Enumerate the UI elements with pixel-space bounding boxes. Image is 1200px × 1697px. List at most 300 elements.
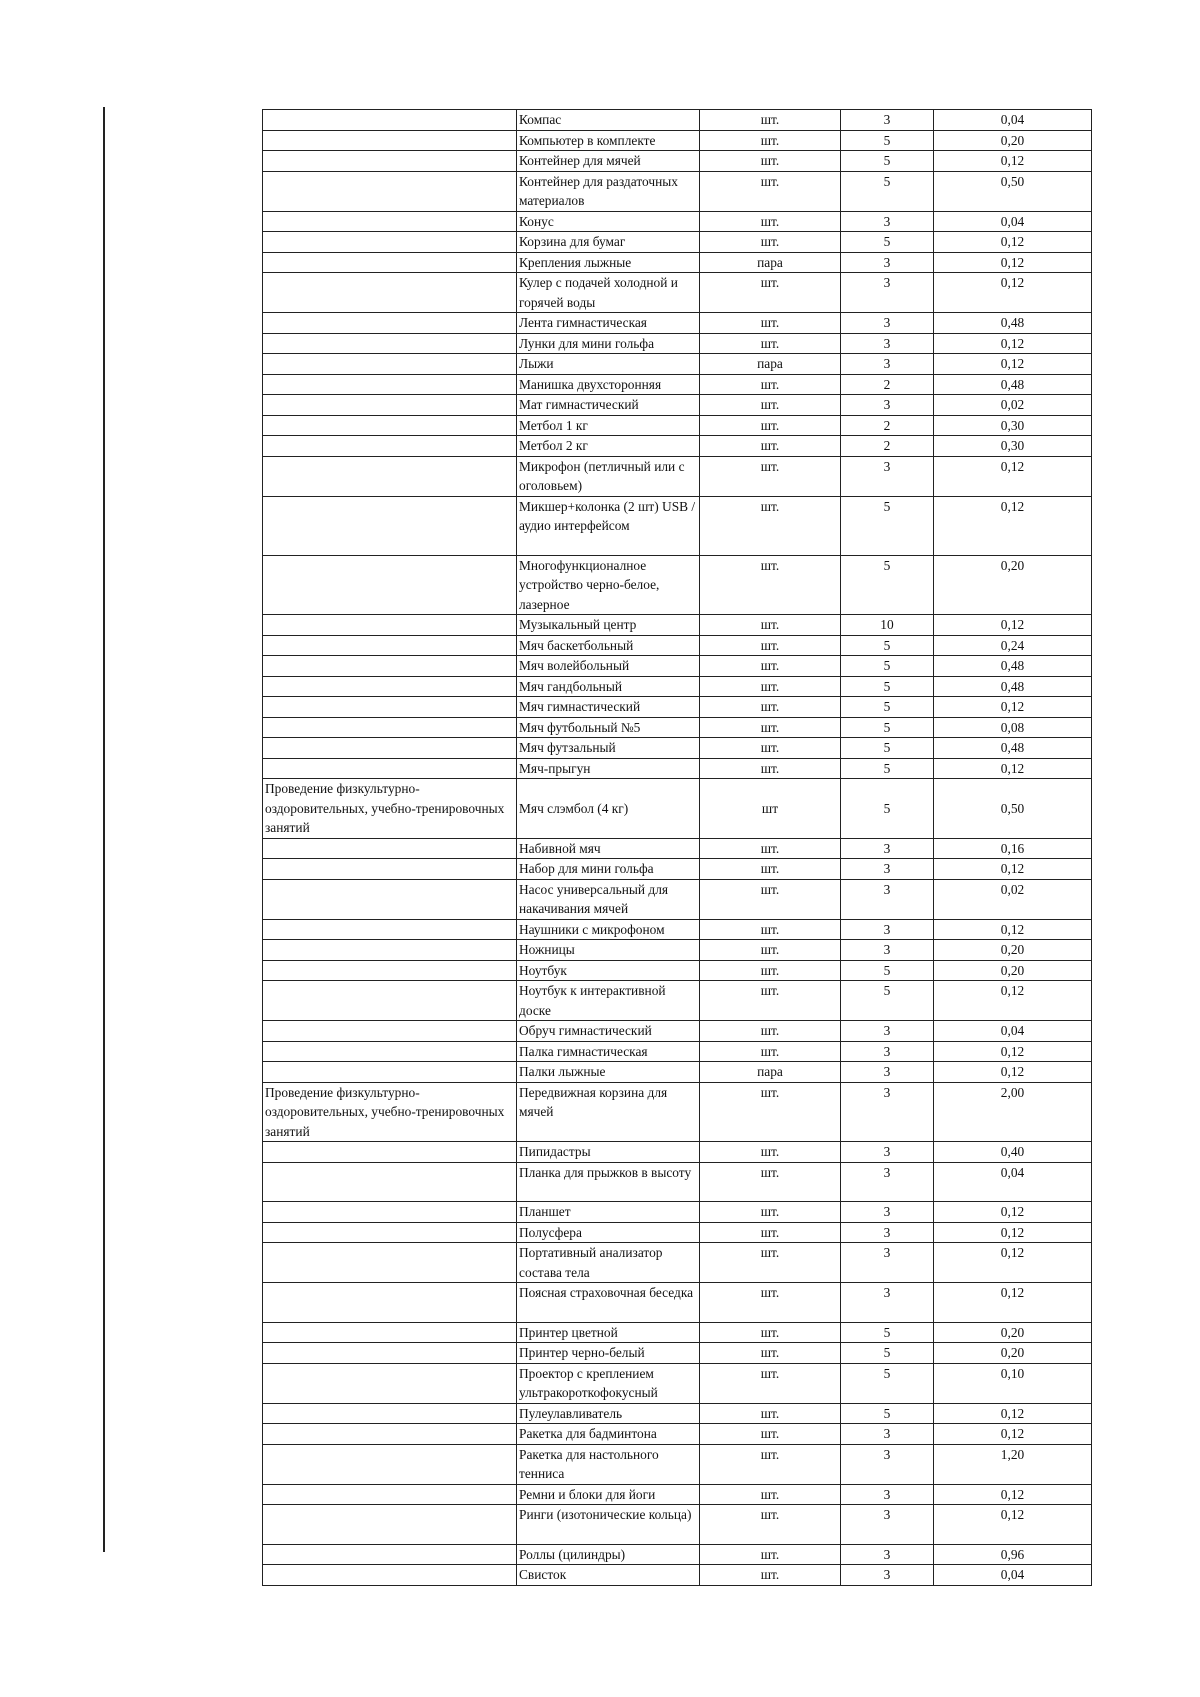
purpose-cell xyxy=(263,313,517,334)
item-name-cell: Роллы (цилиндры) xyxy=(517,1544,700,1565)
norm-cell: 0,12 xyxy=(934,252,1092,273)
norm-cell: 0,04 xyxy=(934,211,1092,232)
purpose-cell xyxy=(263,1544,517,1565)
table-row xyxy=(263,1343,1092,1364)
unit-cell: шт. xyxy=(700,738,841,759)
item-name-cell: Корзина для бумаг xyxy=(517,232,700,253)
table-row xyxy=(263,1142,1092,1163)
norm-cell: 0,12 xyxy=(934,273,1092,313)
purpose-cell xyxy=(263,171,517,211)
unit-cell: пара xyxy=(700,1062,841,1083)
item-name-cell: Микшер+колонка (2 шт) USB / аудио интерфейсом xyxy=(517,496,700,555)
norm-cell: 0,20 xyxy=(934,130,1092,151)
quantity-cell: 5 xyxy=(841,779,934,839)
item-name-cell: Наушники с микрофоном xyxy=(517,919,700,940)
item-name-cell: Микрофон (петличный или с оголовьем) xyxy=(517,456,700,496)
item-name-cell: Обруч гимнастический xyxy=(517,1021,700,1042)
norm-cell: 0,04 xyxy=(934,1565,1092,1586)
quantity-cell: 5 xyxy=(841,151,934,172)
table-row xyxy=(263,1484,1092,1505)
table-row xyxy=(263,859,1092,880)
quantity-cell: 5 xyxy=(841,496,934,555)
unit-cell: шт. xyxy=(700,1041,841,1062)
quantity-cell: 5 xyxy=(841,676,934,697)
page-margin-line xyxy=(103,107,105,1552)
table-row xyxy=(263,1243,1092,1283)
norm-cell: 0,04 xyxy=(934,1162,1092,1202)
quantity-cell: 3 xyxy=(841,333,934,354)
unit-cell: шт. xyxy=(700,374,841,395)
quantity-cell: 5 xyxy=(841,1403,934,1424)
norm-cell: 0,30 xyxy=(934,415,1092,436)
item-name-cell: Ноутбук к интерактивной доске xyxy=(517,981,700,1021)
quantity-cell: 3 xyxy=(841,211,934,232)
purpose-cell xyxy=(263,395,517,416)
quantity-cell: 3 xyxy=(841,1444,934,1484)
table-row xyxy=(263,151,1092,172)
item-name-cell: Ринги (изотонические кольца) xyxy=(517,1505,700,1545)
item-name-cell: Компас xyxy=(517,110,700,131)
table-row xyxy=(263,130,1092,151)
quantity-cell: 5 xyxy=(841,758,934,779)
unit-cell: шт. xyxy=(700,940,841,961)
unit-cell: шт. xyxy=(700,676,841,697)
purpose-cell xyxy=(263,879,517,919)
table-row xyxy=(263,940,1092,961)
unit-cell: шт. xyxy=(700,1021,841,1042)
quantity-cell: 5 xyxy=(841,232,934,253)
item-name-cell: Проектор с креплением ультракороткофокусный xyxy=(517,1363,700,1403)
norm-cell: 0,16 xyxy=(934,838,1092,859)
quantity-cell: 5 xyxy=(841,656,934,677)
table-row xyxy=(263,354,1092,375)
norm-cell: 0,12 xyxy=(934,1202,1092,1223)
unit-cell: шт. xyxy=(700,838,841,859)
unit-cell: шт. xyxy=(700,1322,841,1343)
quantity-cell: 5 xyxy=(841,960,934,981)
purpose-cell xyxy=(263,252,517,273)
unit-cell: шт. xyxy=(700,758,841,779)
table-row xyxy=(263,1021,1092,1042)
unit-cell: пара xyxy=(700,252,841,273)
quantity-cell: 3 xyxy=(841,1082,934,1142)
quantity-cell: 5 xyxy=(841,1322,934,1343)
purpose-cell xyxy=(263,960,517,981)
purpose-cell xyxy=(263,1142,517,1163)
item-name-cell: Передвижная корзина для мячей xyxy=(517,1082,700,1142)
quantity-cell: 3 xyxy=(841,1021,934,1042)
table-row xyxy=(263,555,1092,615)
norm-cell: 0,04 xyxy=(934,110,1092,131)
norm-cell: 0,48 xyxy=(934,374,1092,395)
quantity-cell: 3 xyxy=(841,919,934,940)
unit-cell: шт. xyxy=(700,859,841,880)
unit-cell: шт. xyxy=(700,436,841,457)
unit-cell: шт. xyxy=(700,151,841,172)
item-name-cell: Палка гимнастическая xyxy=(517,1041,700,1062)
norm-cell: 0,48 xyxy=(934,676,1092,697)
unit-cell: шт. xyxy=(700,717,841,738)
quantity-cell: 3 xyxy=(841,1283,934,1323)
table-row xyxy=(263,1222,1092,1243)
quantity-cell: 3 xyxy=(841,252,934,273)
table-row xyxy=(263,919,1092,940)
norm-cell: 0,20 xyxy=(934,940,1092,961)
item-name-cell: Лента гимнастическая xyxy=(517,313,700,334)
quantity-cell: 3 xyxy=(841,1565,934,1586)
unit-cell: шт. xyxy=(700,960,841,981)
quantity-cell: 3 xyxy=(841,940,934,961)
purpose-cell xyxy=(263,1041,517,1062)
quantity-cell: 10 xyxy=(841,615,934,636)
norm-cell: 0,20 xyxy=(934,1322,1092,1343)
item-name-cell: Принтер цветной xyxy=(517,1322,700,1343)
quantity-cell: 5 xyxy=(841,717,934,738)
norm-cell: 0,48 xyxy=(934,738,1092,759)
unit-cell: шт. xyxy=(700,110,841,131)
purpose-cell xyxy=(263,1505,517,1545)
norm-cell: 0,10 xyxy=(934,1363,1092,1403)
item-name-cell: Мяч гандбольный xyxy=(517,676,700,697)
norm-cell: 0,30 xyxy=(934,436,1092,457)
equipment-table-body xyxy=(263,110,1092,1586)
item-name-cell: Пулеулавливатель xyxy=(517,1403,700,1424)
table-row xyxy=(263,110,1092,131)
quantity-cell: 5 xyxy=(841,171,934,211)
table-row xyxy=(263,838,1092,859)
quantity-cell: 5 xyxy=(841,555,934,615)
unit-cell: шт. xyxy=(700,456,841,496)
purpose-cell xyxy=(263,211,517,232)
norm-cell: 0,12 xyxy=(934,1403,1092,1424)
item-name-cell: Музыкальный центр xyxy=(517,615,700,636)
table-row xyxy=(263,252,1092,273)
equipment-table xyxy=(262,109,1092,1586)
purpose-cell xyxy=(263,1283,517,1323)
purpose-cell xyxy=(263,656,517,677)
unit-cell: шт. xyxy=(700,1484,841,1505)
quantity-cell: 3 xyxy=(841,1041,934,1062)
norm-cell: 0,12 xyxy=(934,1041,1092,1062)
quantity-cell: 5 xyxy=(841,1363,934,1403)
purpose-cell xyxy=(263,1322,517,1343)
item-name-cell: Контейнер для мячей xyxy=(517,151,700,172)
norm-cell: 0,96 xyxy=(934,1544,1092,1565)
norm-cell: 0,12 xyxy=(934,1243,1092,1283)
unit-cell: шт. xyxy=(700,1505,841,1545)
item-name-cell: Лунки для мини гольфа xyxy=(517,333,700,354)
norm-cell: 0,12 xyxy=(934,1424,1092,1445)
quantity-cell: 5 xyxy=(841,697,934,718)
unit-cell: шт. xyxy=(700,171,841,211)
item-name-cell: Ноутбук xyxy=(517,960,700,981)
norm-cell: 0,12 xyxy=(934,354,1092,375)
quantity-cell: 5 xyxy=(841,738,934,759)
quantity-cell: 3 xyxy=(841,110,934,131)
item-name-cell: Планшет xyxy=(517,1202,700,1223)
table-row xyxy=(263,960,1092,981)
quantity-cell: 3 xyxy=(841,838,934,859)
quantity-cell: 5 xyxy=(841,635,934,656)
table-row xyxy=(263,697,1092,718)
purpose-cell xyxy=(263,697,517,718)
quantity-cell: 3 xyxy=(841,1505,934,1545)
item-name-cell: Планка для прыжков в высоту xyxy=(517,1162,700,1202)
table-row xyxy=(263,415,1092,436)
quantity-cell: 3 xyxy=(841,354,934,375)
norm-cell: 0,48 xyxy=(934,656,1092,677)
item-name-cell: Мяч гимнастический xyxy=(517,697,700,718)
table-row xyxy=(263,1444,1092,1484)
quantity-cell: 3 xyxy=(841,1424,934,1445)
quantity-cell: 3 xyxy=(841,1544,934,1565)
unit-cell: шт. xyxy=(700,1283,841,1323)
purpose-cell xyxy=(263,232,517,253)
norm-cell: 0,12 xyxy=(934,1222,1092,1243)
norm-cell: 0,12 xyxy=(934,1484,1092,1505)
norm-cell: 0,12 xyxy=(934,758,1092,779)
quantity-cell: 5 xyxy=(841,981,934,1021)
norm-cell: 0,12 xyxy=(934,615,1092,636)
item-name-cell: Принтер черно-белый xyxy=(517,1343,700,1364)
item-name-cell: Контейнер для раздаточных материалов xyxy=(517,171,700,211)
norm-cell: 0,12 xyxy=(934,151,1092,172)
unit-cell: шт. xyxy=(700,1343,841,1364)
purpose-cell xyxy=(263,273,517,313)
quantity-cell: 3 xyxy=(841,1484,934,1505)
quantity-cell: 2 xyxy=(841,436,934,457)
unit-cell: шт. xyxy=(700,211,841,232)
unit-cell: шт. xyxy=(700,1082,841,1142)
purpose-cell xyxy=(263,717,517,738)
unit-cell: шт. xyxy=(700,879,841,919)
table-row xyxy=(263,758,1092,779)
norm-cell: 0,12 xyxy=(934,981,1092,1021)
unit-cell: шт. xyxy=(700,1202,841,1223)
unit-cell: шт. xyxy=(700,1424,841,1445)
purpose-cell xyxy=(263,1243,517,1283)
table-row xyxy=(263,1565,1092,1586)
item-name-cell: Пипидастры xyxy=(517,1142,700,1163)
item-name-cell: Поясная страховочная беседка xyxy=(517,1283,700,1323)
norm-cell: 0,02 xyxy=(934,879,1092,919)
quantity-cell: 2 xyxy=(841,374,934,395)
table-row xyxy=(263,1062,1092,1083)
quantity-cell: 3 xyxy=(841,1062,934,1083)
unit-cell: шт. xyxy=(700,333,841,354)
purpose-cell xyxy=(263,110,517,131)
purpose-cell xyxy=(263,555,517,615)
unit-cell: шт. xyxy=(700,656,841,677)
purpose-cell xyxy=(263,1424,517,1445)
unit-cell: шт. xyxy=(700,697,841,718)
item-name-cell: Мат гимнастический xyxy=(517,395,700,416)
item-name-cell: Ракетка для настольного тенниса xyxy=(517,1444,700,1484)
purpose-cell xyxy=(263,738,517,759)
table-row xyxy=(263,1283,1092,1323)
unit-cell: шт. xyxy=(700,555,841,615)
purpose-cell xyxy=(263,940,517,961)
quantity-cell: 3 xyxy=(841,395,934,416)
purpose-cell xyxy=(263,838,517,859)
table-row xyxy=(263,1162,1092,1202)
purpose-cell xyxy=(263,676,517,697)
item-name-cell: Метбол 2 кг xyxy=(517,436,700,457)
table-row xyxy=(263,738,1092,759)
purpose-cell xyxy=(263,758,517,779)
item-name-cell: Многофункционалное устройство черно-белое, лазерное xyxy=(517,555,700,615)
purpose-cell xyxy=(263,333,517,354)
norm-cell: 0,50 xyxy=(934,779,1092,839)
norm-cell: 0,12 xyxy=(934,232,1092,253)
table-row xyxy=(263,1403,1092,1424)
norm-cell: 0,02 xyxy=(934,395,1092,416)
norm-cell: 0,12 xyxy=(934,697,1092,718)
item-name-cell: Мяч волейбольный xyxy=(517,656,700,677)
item-name-cell: Конус xyxy=(517,211,700,232)
unit-cell: шт. xyxy=(700,635,841,656)
quantity-cell: 5 xyxy=(841,1343,934,1364)
purpose-cell xyxy=(263,615,517,636)
table-row xyxy=(263,496,1092,555)
purpose-cell xyxy=(263,354,517,375)
table-row xyxy=(263,1544,1092,1565)
table-row xyxy=(263,374,1092,395)
item-name-cell: Мяч футбольный №5 xyxy=(517,717,700,738)
table-row xyxy=(263,981,1092,1021)
norm-cell: 0,12 xyxy=(934,859,1092,880)
unit-cell: шт. xyxy=(700,981,841,1021)
norm-cell: 0,20 xyxy=(934,555,1092,615)
table-row xyxy=(263,456,1092,496)
quantity-cell: 3 xyxy=(841,859,934,880)
table-row xyxy=(263,273,1092,313)
unit-cell: шт xyxy=(700,779,841,839)
purpose-cell xyxy=(263,1565,517,1586)
purpose-cell xyxy=(263,1363,517,1403)
purpose-cell xyxy=(263,1062,517,1083)
unit-cell: шт. xyxy=(700,232,841,253)
norm-cell: 0,12 xyxy=(934,496,1092,555)
norm-cell: 0,20 xyxy=(934,960,1092,981)
purpose-cell xyxy=(263,130,517,151)
norm-cell: 0,40 xyxy=(934,1142,1092,1163)
item-name-cell: Палки лыжные xyxy=(517,1062,700,1083)
purpose-cell xyxy=(263,1403,517,1424)
quantity-cell: 3 xyxy=(841,879,934,919)
table-row xyxy=(263,717,1092,738)
unit-cell: шт. xyxy=(700,919,841,940)
table-row xyxy=(263,1424,1092,1445)
norm-cell: 0,20 xyxy=(934,1343,1092,1364)
purpose-cell xyxy=(263,456,517,496)
item-name-cell: Свисток xyxy=(517,1565,700,1586)
purpose-cell xyxy=(263,1162,517,1202)
item-name-cell: Портативный анализатор состава тела xyxy=(517,1243,700,1283)
quantity-cell: 3 xyxy=(841,456,934,496)
table-row xyxy=(263,395,1092,416)
table-row xyxy=(263,615,1092,636)
item-name-cell: Ракетка для бадминтона xyxy=(517,1424,700,1445)
purpose-cell: Проведение физкультурно-оздоровительных, учебно-тренировочных занятий xyxy=(263,779,517,839)
quantity-cell: 3 xyxy=(841,1202,934,1223)
unit-cell: шт. xyxy=(700,130,841,151)
purpose-cell xyxy=(263,1222,517,1243)
purpose-cell xyxy=(263,436,517,457)
purpose-cell: Проведение физкультурно-оздоровительных, учебно-тренировочных занятий xyxy=(263,1082,517,1142)
item-name-cell: Метбол 1 кг xyxy=(517,415,700,436)
unit-cell: шт. xyxy=(700,273,841,313)
quantity-cell: 3 xyxy=(841,273,934,313)
item-name-cell: Полусфера xyxy=(517,1222,700,1243)
unit-cell: шт. xyxy=(700,496,841,555)
purpose-cell xyxy=(263,635,517,656)
table-row xyxy=(263,232,1092,253)
item-name-cell: Кулер с подачей холодной и горячей воды xyxy=(517,273,700,313)
norm-cell: 0,12 xyxy=(934,333,1092,354)
item-name-cell: Мяч баскетбольный xyxy=(517,635,700,656)
item-name-cell: Манишка двухсторонняя xyxy=(517,374,700,395)
quantity-cell: 3 xyxy=(841,313,934,334)
item-name-cell: Набивной мяч xyxy=(517,838,700,859)
purpose-cell xyxy=(263,415,517,436)
unit-cell: шт. xyxy=(700,395,841,416)
table-row xyxy=(263,635,1092,656)
unit-cell: пара xyxy=(700,354,841,375)
norm-cell: 0,12 xyxy=(934,1283,1092,1323)
unit-cell: шт. xyxy=(700,1363,841,1403)
purpose-cell xyxy=(263,374,517,395)
table-row xyxy=(263,779,1092,839)
norm-cell: 0,12 xyxy=(934,919,1092,940)
norm-cell: 0,12 xyxy=(934,456,1092,496)
unit-cell: шт. xyxy=(700,1403,841,1424)
purpose-cell xyxy=(263,859,517,880)
unit-cell: шт. xyxy=(700,1222,841,1243)
unit-cell: шт. xyxy=(700,1565,841,1586)
table-row xyxy=(263,676,1092,697)
item-name-cell: Мяч футзальный xyxy=(517,738,700,759)
item-name-cell: Крепления лыжные xyxy=(517,252,700,273)
table-row xyxy=(263,211,1092,232)
item-name-cell: Компьютер в комплекте xyxy=(517,130,700,151)
quantity-cell: 3 xyxy=(841,1142,934,1163)
unit-cell: шт. xyxy=(700,1162,841,1202)
norm-cell: 2,00 xyxy=(934,1082,1092,1142)
table-row xyxy=(263,656,1092,677)
table-row xyxy=(263,1322,1092,1343)
table-row xyxy=(263,879,1092,919)
purpose-cell xyxy=(263,1202,517,1223)
table-row xyxy=(263,313,1092,334)
unit-cell: шт. xyxy=(700,313,841,334)
item-name-cell: Мяч слэмбол (4 кг) xyxy=(517,779,700,839)
norm-cell: 0,50 xyxy=(934,171,1092,211)
table-row xyxy=(263,436,1092,457)
table-row xyxy=(263,1202,1092,1223)
purpose-cell xyxy=(263,919,517,940)
purpose-cell xyxy=(263,1021,517,1042)
purpose-cell xyxy=(263,981,517,1021)
purpose-cell xyxy=(263,1343,517,1364)
item-name-cell: Ножницы xyxy=(517,940,700,961)
unit-cell: шт. xyxy=(700,1544,841,1565)
quantity-cell: 3 xyxy=(841,1243,934,1283)
norm-cell: 0,12 xyxy=(934,1505,1092,1545)
unit-cell: шт. xyxy=(700,615,841,636)
table-row xyxy=(263,171,1092,211)
item-name-cell: Ремни и блоки для йоги xyxy=(517,1484,700,1505)
